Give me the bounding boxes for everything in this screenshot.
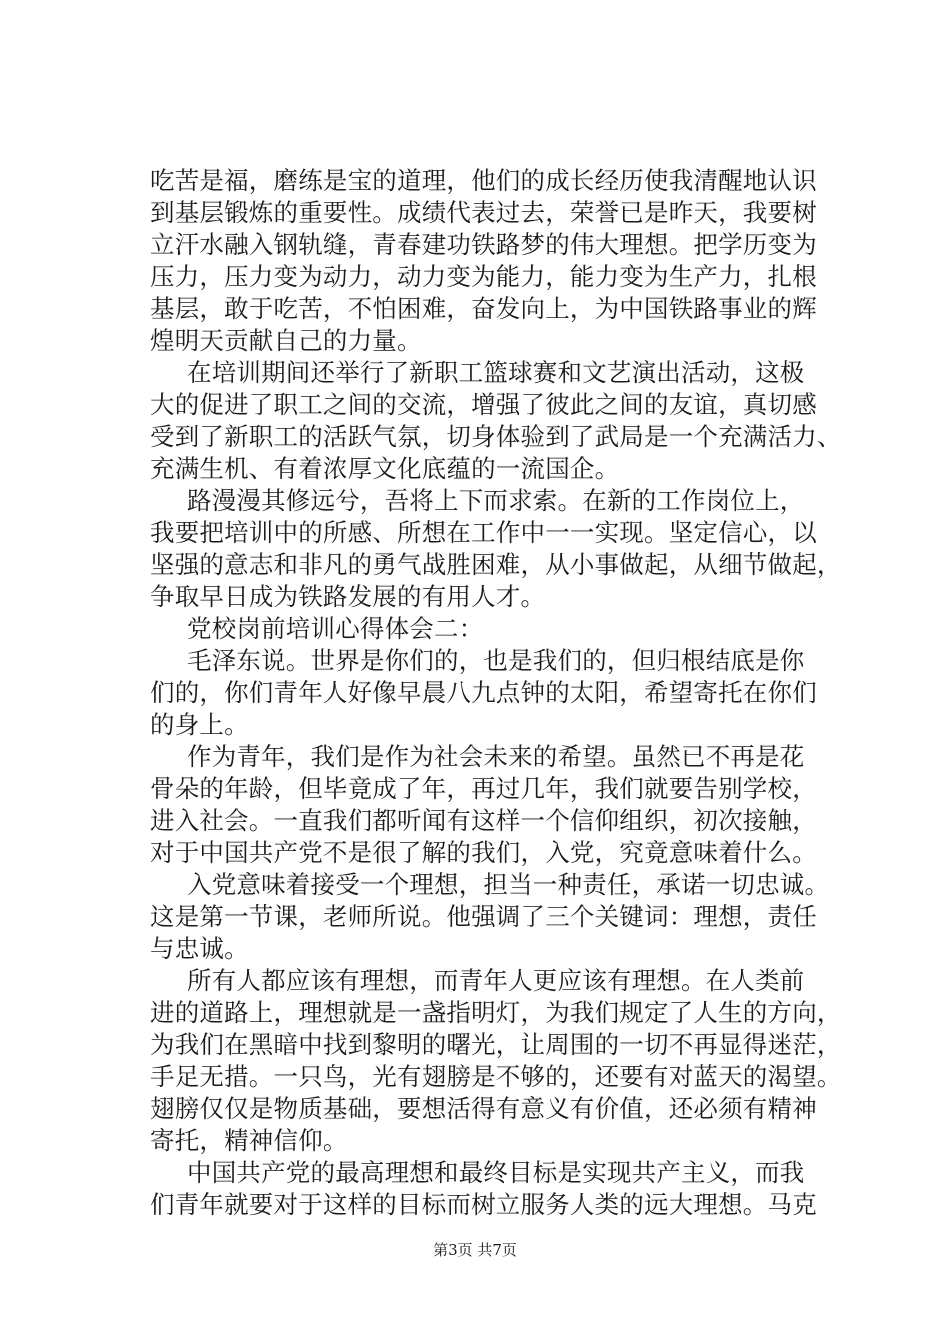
text-line: 与忠诚。 [150, 934, 249, 963]
paragraph-first-line: 作为青年，我们是作为社会未来的希望。虽然已不再是花 [187, 742, 805, 771]
page-number-footer: 第3页 共7页 [433, 1241, 517, 1259]
text-line: 这是第一节课，老师所说。他强调了三个关键词：理想，责任 [150, 902, 817, 931]
section-heading: 党校岗前培训心得体会二： [187, 614, 484, 643]
text-line: 立汗水融入钢轨缝，青春建功铁路梦的伟大理想。把学历变为 [150, 230, 817, 259]
text-line: 的身上。 [150, 710, 249, 739]
text-line: 翅膀仅仅是物质基础，要想活得有意义有价值，还必须有精神 [150, 1094, 817, 1123]
paragraph-first-line: 毛泽东说。世界是你们的，也是我们的，但归根结底是你 [187, 646, 805, 675]
text-line: 进的道路上，理想就是一盏指明灯，为我们规定了人生的方向， [150, 998, 842, 1027]
text-line: 到基层锻炼的重要性。成绩代表过去，荣誉已是昨天，我要树 [150, 198, 817, 227]
paragraph-first-line: 中国共产党的最高理想和最终目标是实现共产主义，而我 [187, 1158, 805, 1187]
text-line: 压力，压力变为动力，动力变为能力，能力变为生产力，扎根 [150, 262, 817, 291]
paragraph-first-line: 在培训期间还举行了新职工篮球赛和文艺演出活动，这极 [187, 358, 805, 387]
paragraph-first-line: 入党意味着接受一个理想，担当一种责任，承诺一切忠诚。 [187, 870, 830, 899]
text-line: 大的促进了职工之间的交流，增强了彼此之间的友谊，真切感 [150, 390, 817, 419]
text-line: 为我们在黑暗中找到黎明的曙光，让周围的一切不再显得迷茫， [150, 1030, 842, 1059]
text-line: 充满生机、有着浓厚文化底蕴的一流国企。 [150, 454, 620, 483]
body-text [150, 165, 842, 1221]
text-line: 受到了新职工的活跃气氛，切身体验到了武局是一个充满活力、 [150, 422, 842, 451]
text-line: 吃苦是福，磨练是宝的道理，他们的成长经历使我清醒地认识 [150, 166, 817, 195]
text-line: 对于中国共产党不是很了解的我们，入党，究竟意味着什么。 [150, 838, 817, 867]
text-line: 们青年就要对于这样的目标而树立服务人类的远大理想。马克 [150, 1190, 817, 1219]
text-line: 们的，你们青年人好像早晨八九点钟的太阳，希望寄托在你们 [150, 678, 817, 707]
text-line: 基层，敢于吃苦，不怕困难，奋发向上，为中国铁路事业的辉 [150, 294, 817, 323]
text-line: 我要把培训中的所感、所想在工作中一一实现。坚定信心，以 [150, 518, 817, 547]
text-line: 骨朵的年龄，但毕竟成了年，再过几年，我们就要告别学校， [150, 774, 817, 803]
paragraph-first-line: 路漫漫其修远兮，吾将上下而求索。在新的工作岗位上， [187, 486, 805, 515]
text-line: 争取早日成为铁路发展的有用人才。 [150, 582, 546, 611]
text-line: 煌明天贡献自己的力量。 [150, 326, 422, 355]
text-line: 寄托，精神信仰。 [150, 1126, 348, 1155]
text-line: 手足无措。一只鸟，光有翅膀是不够的，还要有对蓝天的渴望。 [150, 1062, 842, 1091]
text-line: 进入社会。一直我们都听闻有这样一个信仰组织，初次接触， [150, 806, 817, 835]
paragraph-first-line: 所有人都应该有理想，而青年人更应该有理想。在人类前 [187, 966, 805, 995]
text-line: 坚强的意志和非凡的勇气战胜困难，从小事做起，从细节做起， [150, 550, 842, 579]
